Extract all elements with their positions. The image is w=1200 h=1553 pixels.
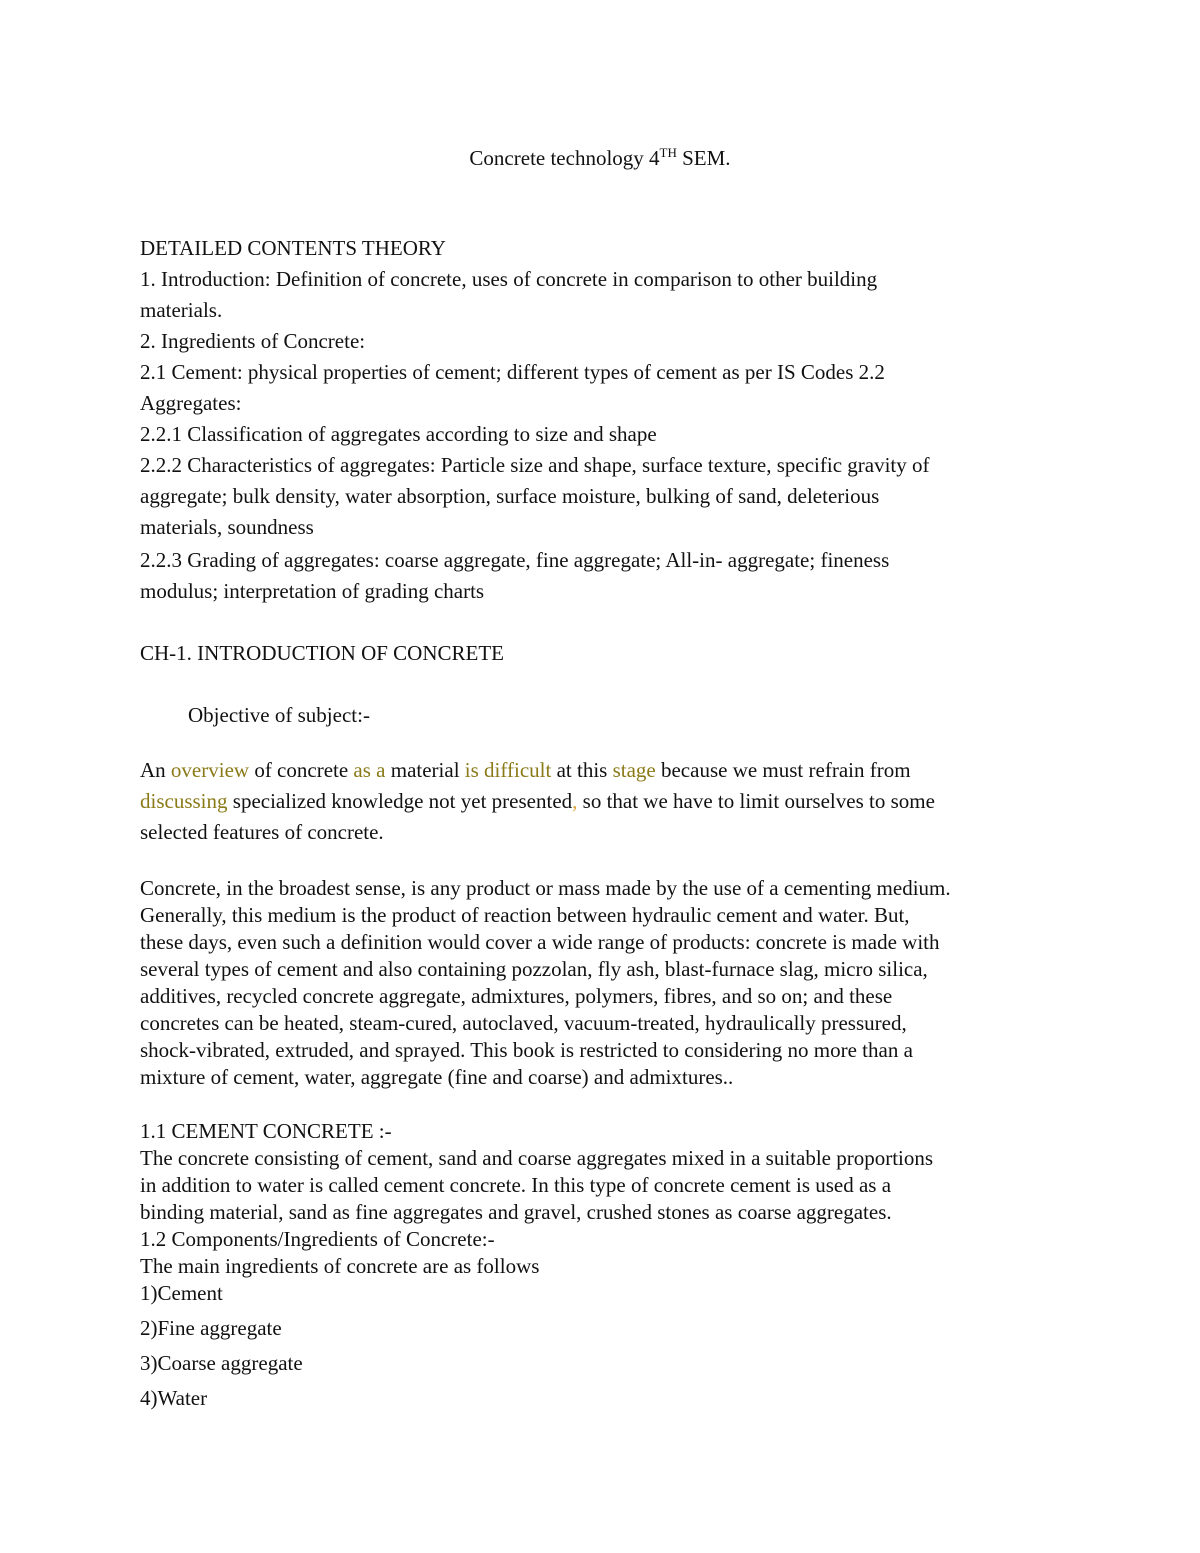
definition-line: several types of cement and also containing pozzolan, fly ash, blast-furnace slag, micro silica,: [140, 957, 928, 981]
cement-concrete-line: The concrete consisting of cement, sand and coarse aggregates mixed in a suitable proportions: [140, 1146, 934, 1170]
contents-line: aggregate; bulk density, water absorption, surface moisture, bulking of sand, deleterious: [140, 484, 880, 508]
overview-line-3: selected features of concrete.: [140, 820, 384, 844]
contents-line: 2.2.2 Characteristics of aggregates: Particle size and shape, surface texture, specific gravity of: [140, 453, 930, 477]
definition-line: Generally, this medium is the product of reaction between hydraulic cement and water. But,: [140, 903, 910, 927]
list-item: 2)Fine aggregate: [140, 1316, 282, 1340]
contents-line: 2.2.3 Grading of aggregates: coarse aggregate, fine aggregate; All-in- aggregate; fineness: [140, 548, 890, 572]
cement-concrete-heading: 1.1 CEMENT CONCRETE :-: [140, 1119, 392, 1143]
contents-line: materials.: [140, 298, 223, 322]
title-suffix: SEM.: [676, 146, 731, 170]
highlight: overview: [170, 758, 250, 782]
components-heading: 1.2 Components/Ingredients of Concrete:-: [140, 1227, 495, 1251]
overview-line-2: discussing specialized knowledge not yet presented, so that we have to limit ourselves to some: [140, 789, 935, 813]
contents-line: modulus; interpretation of grading charts: [140, 579, 485, 603]
highlight: stage: [612, 758, 656, 782]
chapter-heading: CH-1. INTRODUCTION OF CONCRETE: [140, 641, 504, 665]
cement-concrete-line: binding material, sand as fine aggregates and gravel, crushed stones as coarse aggregates.: [140, 1200, 892, 1224]
definition-line: concretes can be heated, steam-cured, autoclaved, vacuum-treated, hydraulically pressured,: [140, 1011, 907, 1035]
definition-line: mixture of cement, water, aggregate (fine and coarse) and admixtures..: [140, 1065, 734, 1089]
highlight: as a: [353, 758, 386, 782]
list-item: 1)Cement: [140, 1281, 223, 1305]
contents-line: 2.1 Cement: physical properties of cement; different types of cement as per IS Codes 2.2: [140, 360, 885, 384]
contents-heading: DETAILED CONTENTS THEORY: [140, 236, 446, 260]
list-item: 3)Coarse aggregate: [140, 1351, 303, 1375]
highlight: ,: [572, 789, 578, 813]
objective-heading: Objective of subject:-: [188, 703, 370, 727]
list-item: 4)Water: [140, 1386, 208, 1410]
contents-line: materials, soundness: [140, 515, 314, 539]
definition-line: Concrete, in the broadest sense, is any product or mass made by the use of a cementing medium.: [140, 876, 951, 900]
contents-line: 1. Introduction: Definition of concrete, uses of concrete in comparison to other building: [140, 267, 878, 291]
definition-line: additives, recycled concrete aggregate, admixtures, polymers, fibres, and so on; and these: [140, 984, 893, 1008]
contents-line: 2.2.1 Classification of aggregates according to size and shape: [140, 422, 657, 446]
definition-line: shock-vibrated, extruded, and sprayed. This book is restricted to considering no more than a: [140, 1038, 913, 1062]
overview-line-1: An overview of concrete as a material is difficult at this stage because we must refrain from: [140, 758, 911, 782]
contents-line: Aggregates:: [140, 391, 242, 415]
highlight: discussing: [140, 789, 228, 813]
cement-concrete-line: in addition to water is called cement concrete. In this type of concrete cement is used as a: [140, 1173, 892, 1197]
components-intro: The main ingredients of concrete are as follows: [140, 1254, 540, 1278]
definition-line: these days, even such a definition would cover a wide range of products: concrete is made with: [140, 930, 940, 954]
contents-line: 2. Ingredients of Concrete:: [140, 329, 366, 353]
page-title: [0, 146, 1200, 169]
title-superscript: TH: [659, 145, 677, 160]
highlight: is difficult: [464, 758, 552, 782]
title-main: Concrete technology 4: [469, 146, 660, 170]
